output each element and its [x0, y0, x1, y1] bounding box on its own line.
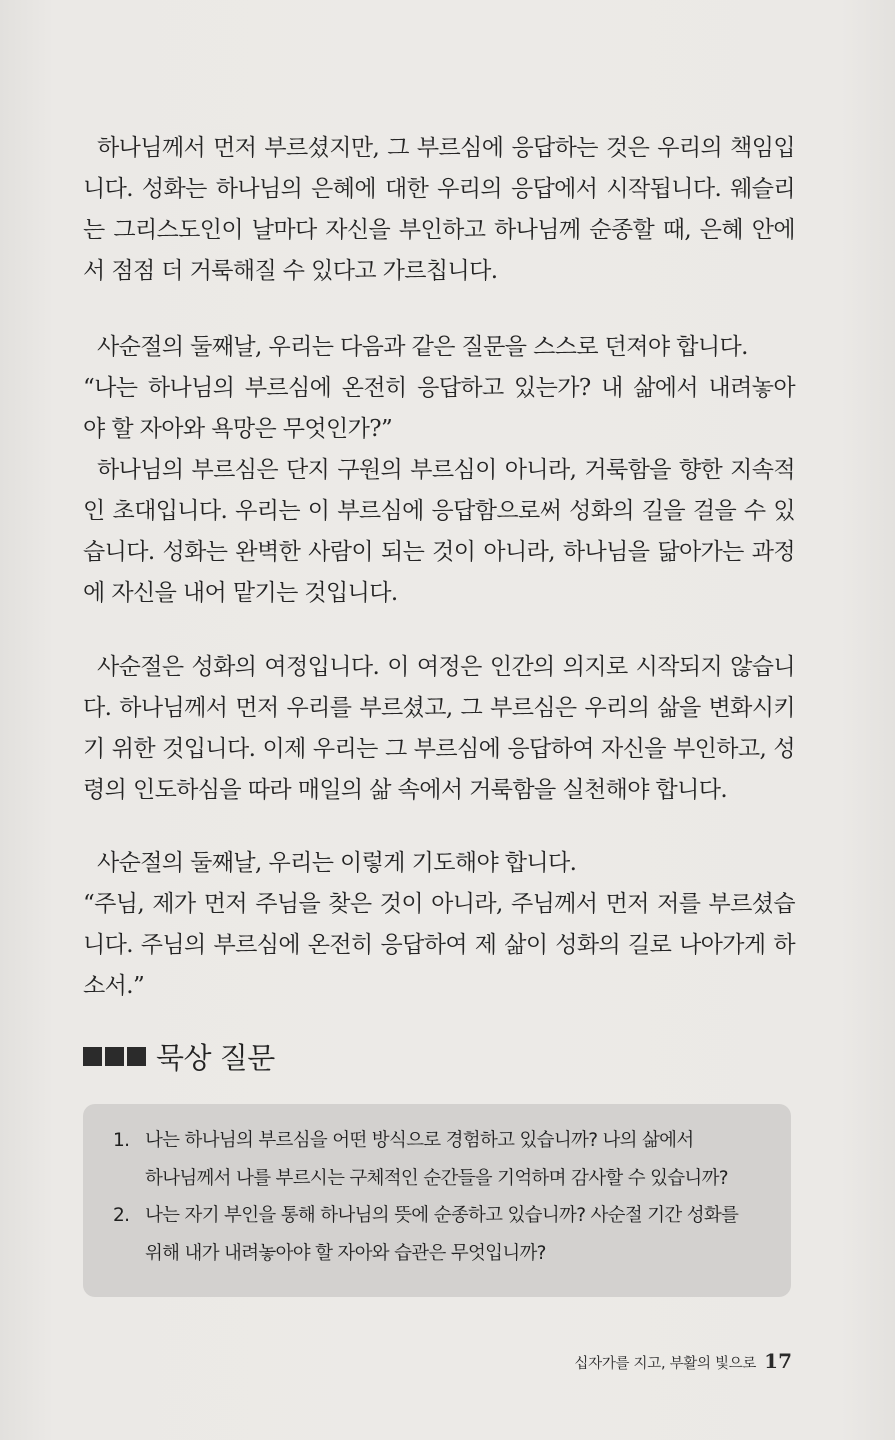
- text-line: 습니다. 성화는 완벽한 사람이 되는 것이 아니라, 하나님을 닮아가는 과정: [83, 539, 795, 565]
- text-line: 사순절의 둘째날, 우리는 이렇게 기도해야 합니다.: [97, 850, 577, 876]
- text-line: 다. 하나님께서 먼저 우리를 부르셨고, 그 부르심은 우리의 삶을 변화시키: [83, 695, 795, 721]
- text-line: 령의 인도하심을 따라 매일의 삶 속에서 거룩함을 실천해야 합니다.: [83, 777, 728, 803]
- running-title: 십자가를 지고, 부활의 빛으로: [574, 1356, 757, 1372]
- text-line: 기 위한 것입니다. 이제 우리는 그 부르심에 응답하여 자신을 부인하고, 성: [83, 736, 795, 762]
- text-line: 니다. 성화는 하나님의 은혜에 대한 우리의 응답에서 시작됩니다. 웨슬리: [83, 176, 795, 202]
- question-item: [113, 1197, 763, 1272]
- question-text: 나는 하나님의 부르심을 어떤 방식으로 경험하고 있습니까? 나의 삶에서 하나님께서 나를 부르시는 구체적인 순간들을 기억하며 감사할 수 있습니까?: [145, 1130, 728, 1189]
- text-line: 소서.”: [83, 973, 145, 999]
- text-line: 하나님께서 먼저 부르셨지만, 그 부르심에 응답하는 것은 우리의 책임입: [97, 135, 795, 161]
- section-title: 묵상 질문: [156, 1040, 275, 1075]
- paragraph-3: [83, 647, 795, 811]
- meditation-questions-box: [83, 1104, 791, 1297]
- paragraph-2: [83, 327, 795, 614]
- text-line: 서 점점 더 거룩해질 수 있다고 가르칩니다.: [83, 258, 498, 284]
- text-line: 사순절은 성화의 여정입니다. 이 여정은 인간의 의지로 시작되지 않습니: [97, 654, 795, 680]
- text-line: 야 할 자아와 욕망은 무엇인가?”: [83, 416, 393, 442]
- question-item: [113, 1122, 763, 1197]
- question-number: 1.: [113, 1130, 130, 1151]
- text-line: “주님, 제가 먼저 주님을 찾은 것이 아니라, 주님께서 먼저 저를 부르셨습: [83, 891, 795, 917]
- text-line: “나는 하나님의 부르심에 온전히 응답하고 있는가? 내 삶에서 내려놓아: [83, 375, 795, 401]
- question-text: 나는 자기 부인을 통해 하나님의 뜻에 순종하고 있습니까? 사순절 기간 성화를 위해 내가 내려놓아야 할 자아와 습관은 무엇입니까?: [145, 1205, 739, 1264]
- square-bullets-icon: [83, 1047, 146, 1066]
- page-number: 17: [764, 1349, 792, 1373]
- paragraph-1: [83, 128, 795, 292]
- text-line: 사순절의 둘째날, 우리는 다음과 같은 질문을 스스로 던져야 합니다.: [97, 334, 748, 360]
- text-line: 에 자신을 내어 맡기는 것입니다.: [83, 580, 398, 606]
- text-line: 니다. 주님의 부르심에 온전히 응답하여 제 삶이 성화의 길로 나아가게 하: [83, 932, 795, 958]
- text-line: 인 초대입니다. 우리는 이 부르심에 응답함으로써 성화의 길을 걸을 수 있: [83, 498, 795, 524]
- question-number: 2.: [113, 1205, 130, 1226]
- question-list: [113, 1122, 763, 1272]
- page-footer: [574, 1349, 792, 1373]
- paragraph-4: [83, 843, 795, 1007]
- text-line: 는 그리스도인이 날마다 자신을 부인하고 하나님께 순종할 때, 은혜 안에: [83, 217, 795, 243]
- text-line: 하나님의 부르심은 단지 구원의 부르심이 아니라, 거룩함을 향한 지속적: [97, 457, 795, 483]
- meditation-heading: [83, 1036, 275, 1076]
